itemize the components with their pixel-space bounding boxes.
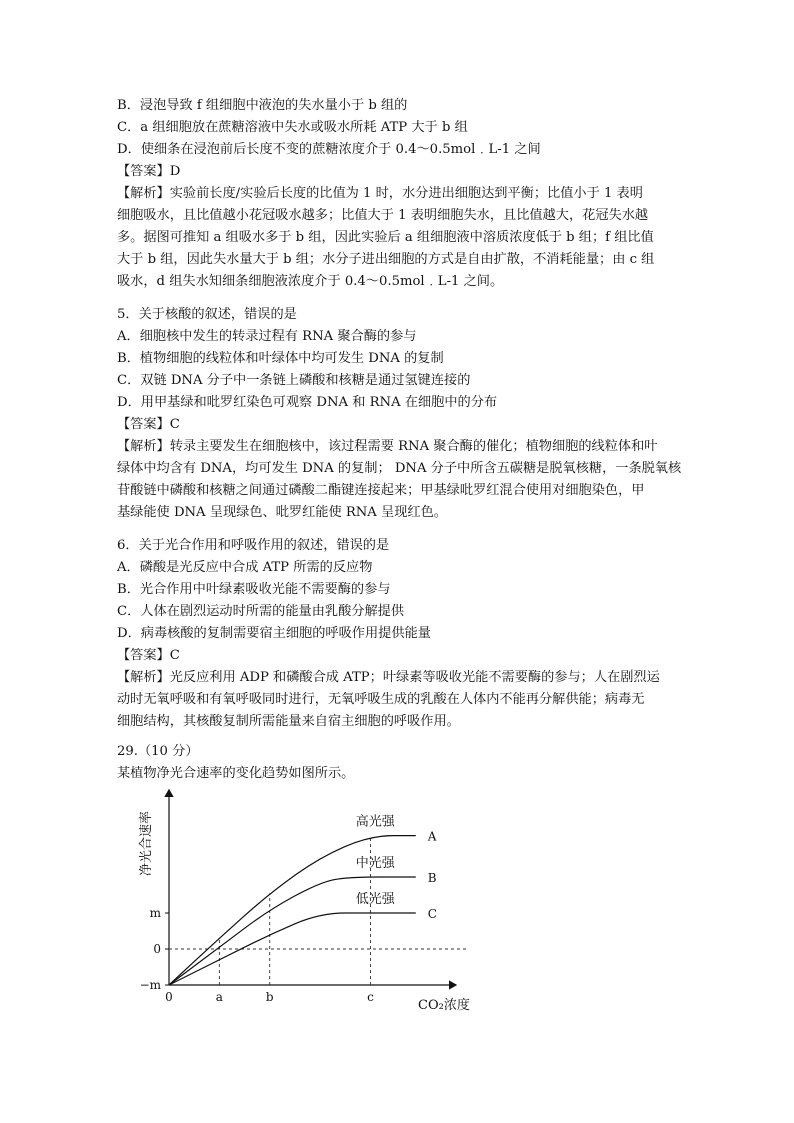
analysis-line: 苷酸链中磷酸和核糖之间通过磷酸二酯键连接起来；甲基绿吡罗红混合使用对细胞染色，甲 [117,483,645,498]
analysis-line: 动时无氧呼吸和有氧呼吸同时进行，无氧呼吸生成的乳酸在人体内不能再分解供能；病毒无 [117,692,645,707]
option-b: B．植物细胞的线粒体和叶绿体中均可发生 DNA 的复制 [117,351,444,366]
analysis-line: 细胞吸水，且比值越小花冠吸水越多；比值大于 1 表明细胞失水，且比值越大，花冠失水越 [117,208,649,223]
option-c: C．双链 DNA 分子中一条链上磷酸和核糖是通过氢键连接的 [117,373,471,388]
net-photosynthesis-chart [138,785,478,1020]
option-c: C．人体在剧烈运动时所需的能量由乳酸分解提供 [117,604,405,619]
option-d: D．用甲基绿和吡罗红染色可观察 DNA 和 RNA 在细胞中的分布 [117,395,498,410]
answer: 【答案】C [117,417,180,432]
answer: 【答案】D [117,164,181,179]
analysis-line: 【解析】光反应利用 ADP 和磷酸合成 ATP；叶绿素等吸收光能不需要酶的参与；人在剧烈运 [117,670,660,685]
x-tick-label: a [215,990,223,1004]
x-axis-label: CO₂浓度 [418,998,470,1013]
series-name-label: 低光强 [355,892,395,907]
series-letter-label: B [427,871,437,885]
analysis-line: 基绿能使 DNA 呈现绿色、吡罗红能使 RNA 呈现红色。 [117,505,447,520]
analysis-line: 绿体中均含有 DNA，均可发生 DNA 的复制； DNA 分子中所含五碳糖是脱氧核糖，一条脱氧核 [117,461,682,476]
series-letter-label: A [427,829,437,844]
y-tick-label: −m [139,978,161,992]
option-c: C．a 组细胞放在蔗糖溶液中失水或吸水所耗 ATP 大于 b 组 [117,120,468,135]
x-tick-label: c [367,990,374,1004]
y-axis-label: 净光合速率 [139,811,154,877]
chart-series [169,814,437,985]
y-tick-label: m [149,906,161,920]
series-name-label: 中光强 [355,856,395,871]
analysis-line: 【解析】转录主要发生在细胞核中，该过程需要 RNA 聚合酶的催化；植物细胞的线粒体和叶 [117,439,658,454]
series-name-label: 高光强 [355,814,395,830]
x-tick-label: 0 [165,990,173,1004]
option-d: D．病毒核酸的复制需要宿主细胞的呼吸作用提供能量 [117,626,431,641]
chart-ticks [140,906,375,1004]
analysis-line: 【解析】实验前长度/实验后长度的比值为 1 时，水分进出细胞达到平衡；比值小于 1 表明 [117,186,643,201]
analysis-line: 多。据图可推知 a 组吸水多于 b 组，因此实验后 a 组细胞液中溶质浓度低于 b 组；f 组比值 [117,230,654,245]
question-intro: 某植物净光合速率的变化趋势如图所示。 [117,766,355,781]
analysis-line: 大于 b 组，因此失水量大于 b 组；水分子进出细胞的方式是自由扩散，不消耗能量；由 c 组 [117,252,655,267]
option-d: D．使细条在浸泡前后长度不变的蔗糖浓度介于 0.4～0.5mol﹒L-1 之间 [117,142,541,157]
analysis-line: 细胞结构，其核酸复制所需能量来自宿主细胞的呼吸作用。 [117,714,460,729]
analysis-line: 吸水，d 组失水知细条细胞液浓度介于 0.4～0.5mol﹒L-1 之间。 [117,274,504,289]
series-letter-label: C [427,907,437,921]
option-b: B．浸泡导致 f 组细胞中液泡的失水量小于 b 组的 [117,98,408,113]
option-a: A．磷酸是光反应中合成 ATP 所需的反应物 [117,560,373,575]
answer: 【答案】C [117,648,180,663]
question-stem: 6．关于光合作用和呼吸作用的叙述，错误的是 [117,538,390,553]
option-b: B．光合作用中叶绿素吸收光能不需要酶的参与 [117,582,391,597]
question-stem: 29.（10 分） [117,744,199,759]
x-tick-label: b [265,990,274,1004]
question-stem: 5．关于核酸的叙述，错误的是 [117,307,297,322]
option-a: A．细胞核中发生的转录过程有 RNA 聚合酶的参与 [117,329,417,344]
y-tick-label: 0 [153,942,161,956]
